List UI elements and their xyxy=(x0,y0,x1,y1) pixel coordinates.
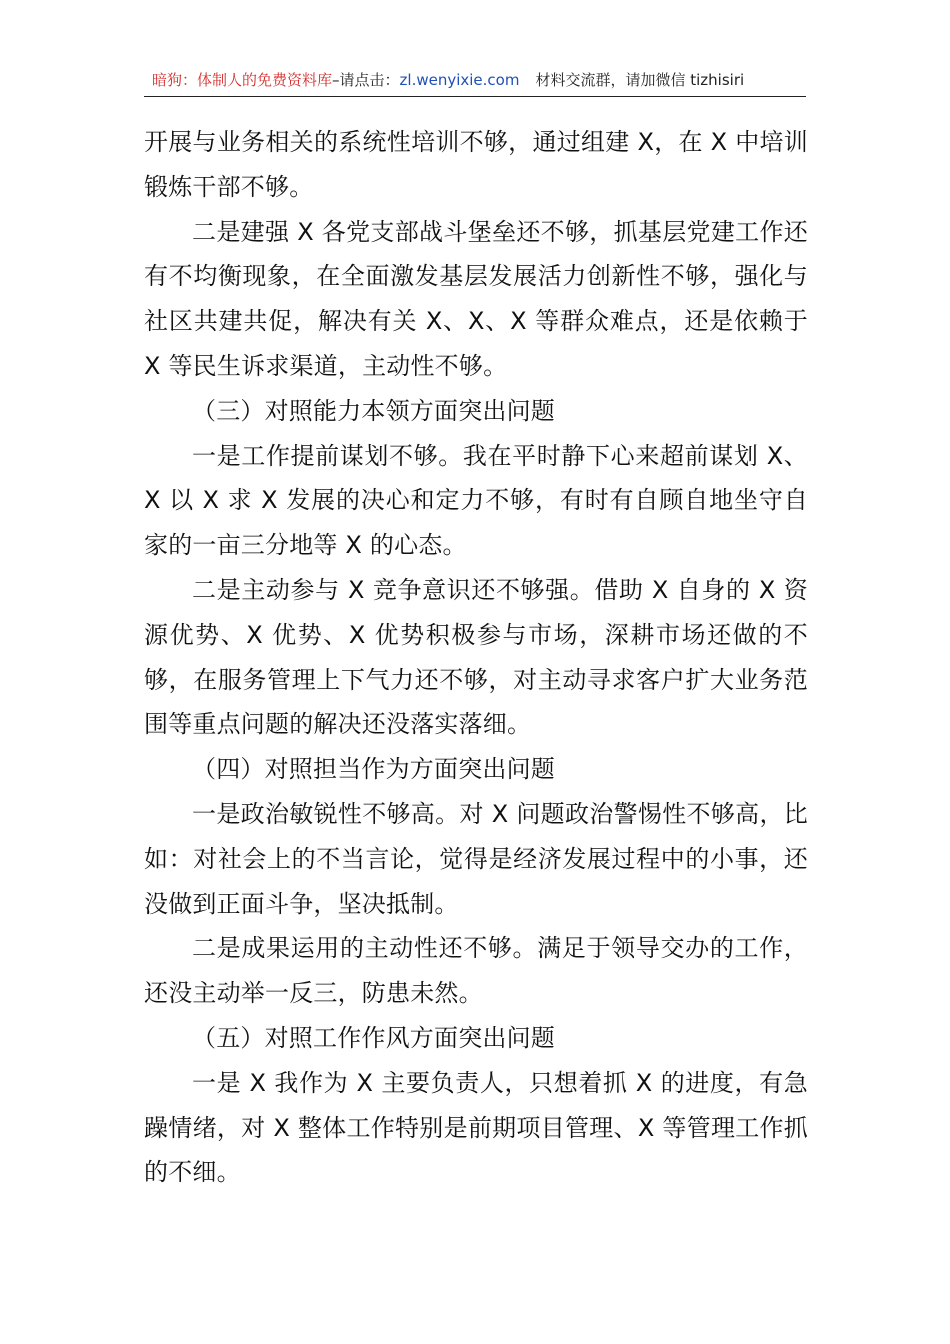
page-header xyxy=(144,66,806,97)
paragraph: 一是 X 我作为 X 主要负责人，只想着抓 X 的进度，有急躁情绪，对 X 整体工作特别是前期项目管理、X 等管理工作抓的不细。 xyxy=(144,1068,808,1187)
paragraph-continuation: 开展与业务相关的系统性培训不够，通过组建 X，在 X 中培训锻炼干部不够。 xyxy=(144,128,808,201)
document-body xyxy=(144,120,808,1195)
paragraph: 一是工作提前谋划不够。我在平时静下心来超前谋划 X、X 以 X 求 X 发展的决心和定力不够，有时有自顾自地坐守自家的一亩三分地等 X 的心态。 xyxy=(144,441,808,560)
paragraph: 二是主动参与 X 竞争意识还不够强。借助 X 自身的 X 资源优势、X 优势、X 优势积极参与市场，深耕市场还做的不够，在服务管理上下气力还不够，对主动寻求客户扩大业务范围等重点问题的解决还没落实落细。 xyxy=(144,575,808,739)
section-heading: （三）对照能力本领方面突出问题 xyxy=(192,396,555,425)
header-link[interactable]: zl.wenyixie.com xyxy=(399,71,520,89)
paragraph: 一是政治敏锐性不够高。对 X 问题政治警惕性不够高，比如：对社会上的不当言论，觉得是经济发展过程中的小事，还没做到正面斗争，坚决抵制。 xyxy=(144,799,808,918)
section-heading: （四）对照担当作为方面突出问题 xyxy=(192,755,555,784)
section-heading: （五）对照工作作风方面突出问题 xyxy=(192,1023,555,1052)
header-brand: 暗狗：体制人的免费资料库 xyxy=(152,71,333,89)
paragraph: 二是成果运用的主动性还不够。满足于领导交办的工作，还没主动举一反三，防患未然。 xyxy=(144,934,808,1008)
header-click-prefix: –请点击： xyxy=(332,71,400,89)
paragraph: 二是建强 X 各党支部战斗堡垒还不够，抓基层党建工作还有不均衡现象，在全面激发基层发展活力创新性不够，强化与社区共建共促，解决有关 X、X、X 等群众难点，还是依赖于 X 等民生诉求渠道，主动性不够。 xyxy=(144,217,808,380)
header-group-text: 材料交流群，请加微信 tizhisiri xyxy=(535,71,745,89)
